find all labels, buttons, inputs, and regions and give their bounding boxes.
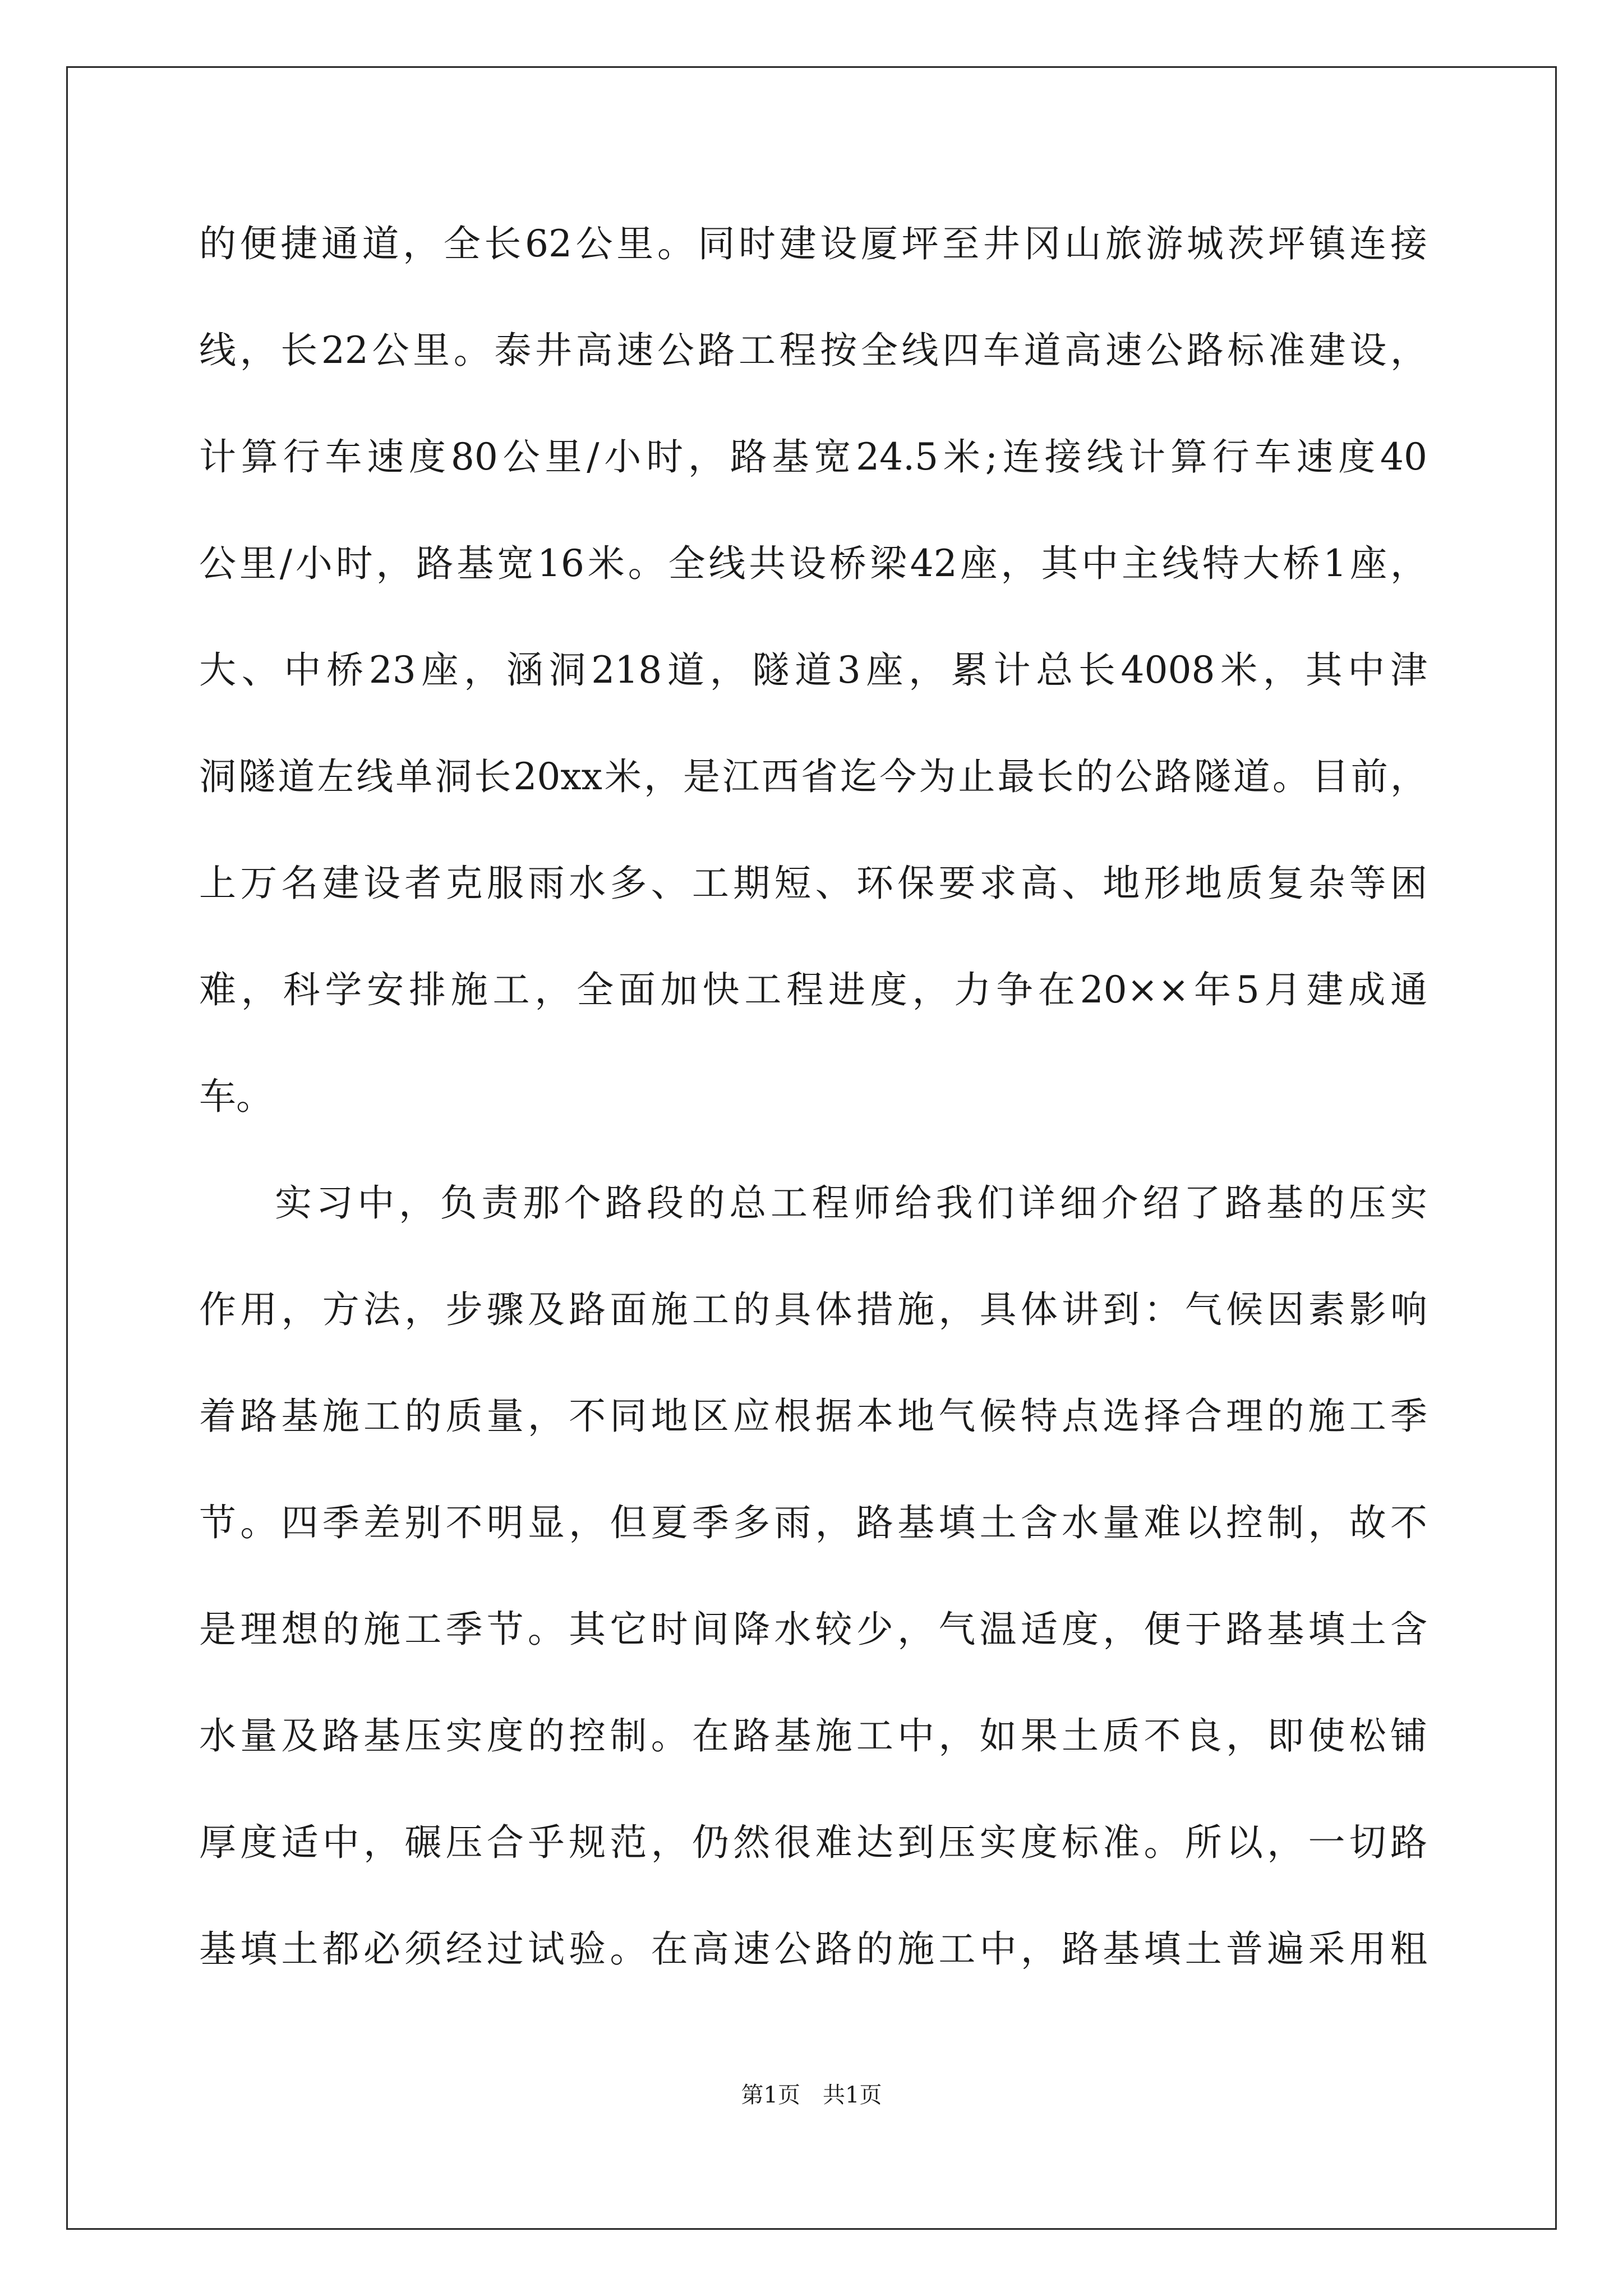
text-line: 节。四季差别不明显，但夏季多雨，路基填土含水量难以控制，故不 [199, 1501, 1427, 1544]
text-line: 计算行车速度80公里/小时，路基宽24.5米;连接线计算行车速度40 [199, 435, 1427, 478]
text-line: 基填土都必须经过试验。在高速公路的施工中，路基填土普遍采用粗 [199, 1927, 1427, 1971]
text-line: 公里/小时，路基宽16米。全线共设桥梁42座，其中主线特大桥1座， [199, 542, 1427, 585]
text-line: 厚度适中，碾压合乎规范，仍然很难达到压实度标准。所以，一切路 [199, 1821, 1427, 1864]
page-number: 第1页 共1页 [741, 2082, 882, 2108]
text-line: 上万名建设者克服雨水多、工期短、环保要求高、地形地质复杂等困 [199, 862, 1427, 905]
text-line: 车。 [199, 1075, 273, 1118]
text-line: 是理想的施工季节。其它时间降水较少，气温适度，便于路基填土含 [199, 1608, 1427, 1651]
text-line: 线，长22公里。泰井高速公路工程按全线四车道高速公路标准建设， [199, 329, 1427, 372]
text-line: 难，科学安排施工，全面加快工程进度，力争在20××年5月建成通 [199, 968, 1427, 1011]
text-line: 实习中，负责那个路段的总工程师给我们详细介绍了路基的压实 [275, 1181, 1427, 1225]
text-line: 大、中桥23座，涵洞218道，隧道3座，累计总长4008米，其中津 [199, 648, 1427, 692]
text-line: 洞隧道左线单洞长20xx米，是江西省迄今为止最长的公路隧道。目前， [199, 755, 1427, 798]
text-line: 的便捷通道，全长62公里。同时建设厦坪至井冈山旅游城茨坪镇连接 [199, 222, 1427, 265]
document-body [199, 208, 1427, 2019]
text-line: 水量及路基压实度的控制。在路基施工中，如果土质不良，即使松铺 [199, 1714, 1427, 1757]
text-line: 作用，方法，步骤及路面施工的具体措施，具体讲到：气候因素影响 [199, 1288, 1427, 1331]
text-line: 着路基施工的质量，不同地区应根据本地气候特点选择合理的施工季 [199, 1395, 1427, 1438]
